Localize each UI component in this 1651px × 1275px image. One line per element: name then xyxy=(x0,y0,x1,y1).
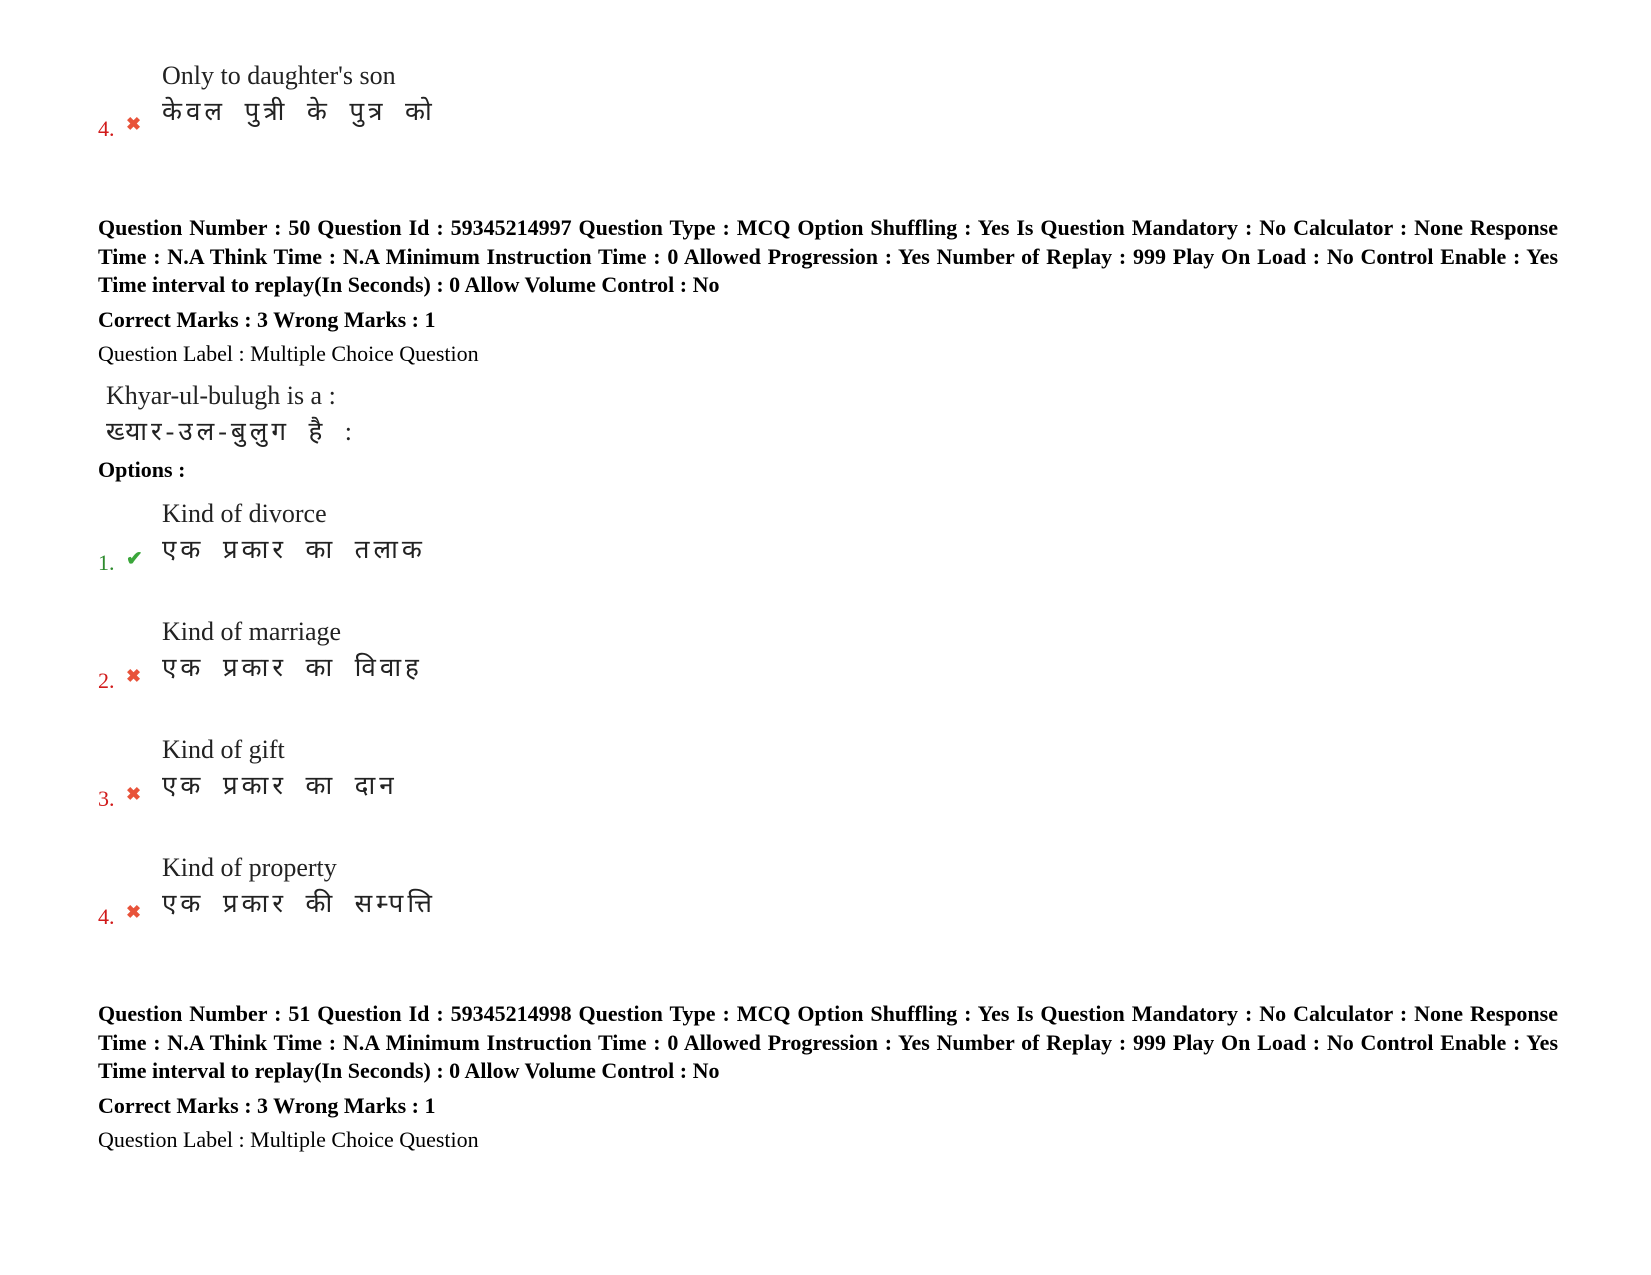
option-text-en: Kind of divorce xyxy=(162,498,327,528)
check-icon: ✔ xyxy=(126,547,143,570)
cross-icon: ✖ xyxy=(126,901,142,922)
cross-icon: ✖ xyxy=(126,665,142,686)
question-51 xyxy=(98,1000,1558,1154)
option-number: 4. xyxy=(98,116,115,141)
prev-option-4 xyxy=(98,58,698,148)
option-text-hi: एक प्रकार का तलाक xyxy=(162,534,426,564)
option-text xyxy=(162,732,398,804)
option-1 xyxy=(98,496,1558,614)
option-number: 3. xyxy=(98,785,115,811)
option-text-en: Kind of marriage xyxy=(162,616,342,646)
options-heading: Options : xyxy=(98,456,186,482)
question-marks: Correct Marks : 3 Wrong Marks : 1 xyxy=(98,306,436,332)
options-list xyxy=(98,496,1558,968)
option-text-hi: एक प्रकार का दान xyxy=(162,770,398,800)
question-label: Question Label : Multiple Choice Question xyxy=(98,1126,479,1152)
option-text xyxy=(162,496,426,568)
option-text-en: Only to daughter's son xyxy=(162,61,396,90)
option-number: 2. xyxy=(98,667,115,693)
option-text xyxy=(162,58,436,130)
option-text-en: Kind of gift xyxy=(162,734,285,764)
question-meta: Question Number : 51 Question Id : 59345214998 Question Type : MCQ Option Shuffling : Yes Is Question Mandatory : No Calculator : None Response Time : N.A Think Time : N.A Minimum Instruction Time : 0 Allowed Progression : Yes Number of Replay : 999 Play On Load : No Control Enable : Yes Time interval to replay(In Seconds) : 0 Allow Volume Control : No xyxy=(98,1001,1558,1083)
option-text xyxy=(162,614,423,686)
cross-icon: ✖ xyxy=(126,783,142,804)
question-text-en: Khyar-ul-bulugh is a : xyxy=(106,380,336,410)
option-2 xyxy=(98,614,1558,732)
option-4 xyxy=(98,850,1558,968)
question-text-hi: ख्यार-उल-बुलुग है : xyxy=(106,416,356,446)
question-label: Question Label : Multiple Choice Question xyxy=(98,340,479,366)
option-text-hi: केवल पुत्री के पुत्र को xyxy=(162,97,436,126)
option-number: 1. xyxy=(98,549,115,575)
option-number: 4. xyxy=(98,903,115,929)
option-text-en: Kind of property xyxy=(162,852,337,882)
question-meta: Question Number : 50 Question Id : 59345214997 Question Type : MCQ Option Shuffling : Yes Is Question Mandatory : No Calculator : None Response Time : N.A Think Time : N.A Minimum Instruction Time : 0 Allowed Progression : Yes Number of Replay : 999 Play On Load : No Control Enable : Yes Time interval to replay(In Seconds) : 0 Allow Volume Control : No xyxy=(98,215,1558,297)
question-text xyxy=(106,378,1558,450)
option-3 xyxy=(98,732,1558,850)
cross-icon: ✖ xyxy=(126,114,142,134)
question-marks: Correct Marks : 3 Wrong Marks : 1 xyxy=(98,1092,436,1118)
option-text-hi: एक प्रकार का विवाह xyxy=(162,652,423,682)
question-50 xyxy=(98,214,1558,968)
option-text-hi: एक प्रकार की सम्पत्ति xyxy=(162,888,437,918)
option-text xyxy=(162,850,436,922)
